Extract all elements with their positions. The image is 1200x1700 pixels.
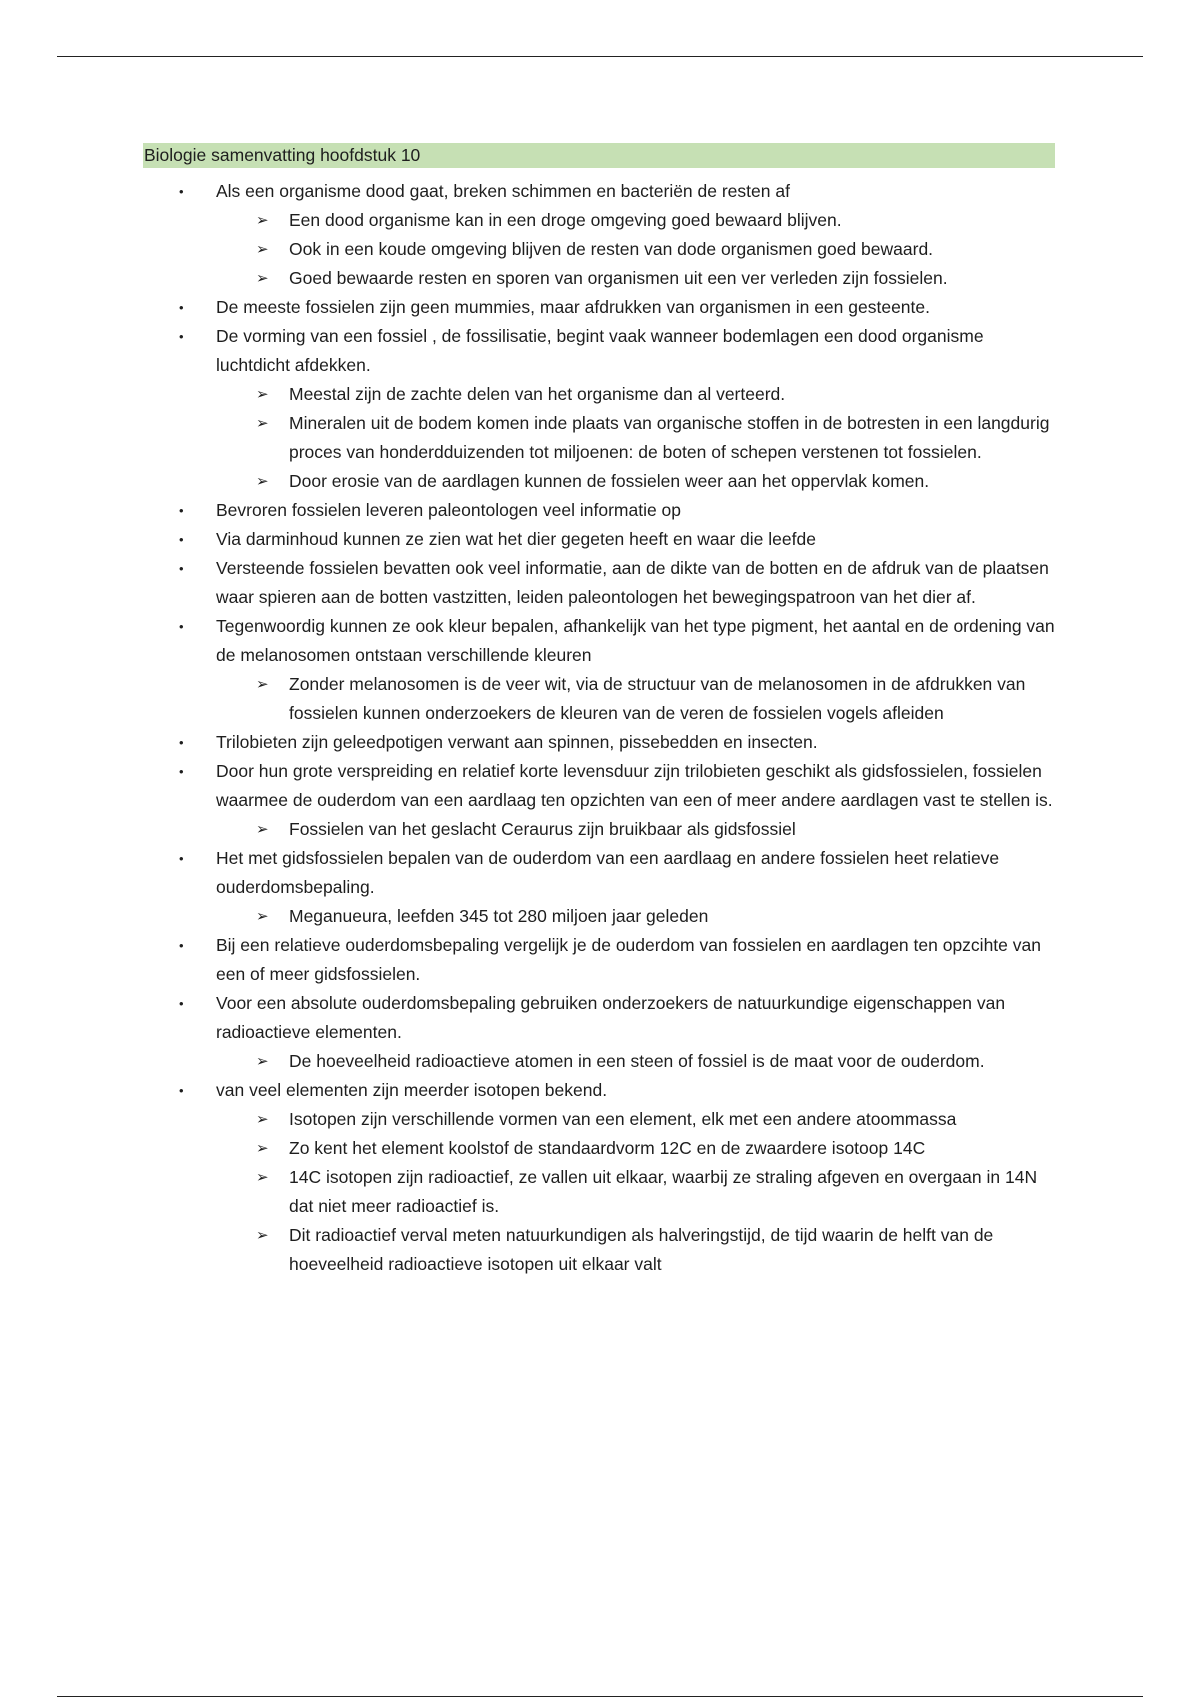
list-item-text: Versteende fossielen bevatten ook veel informatie, aan de dikte van de botten en de afdruk van de plaatsen waar spieren aan de botten vastzitten, leiden paleontologen het bewegingspatroon van het dier af. [216,558,1049,607]
list-item-text: Bij een relatieve ouderdomsbepaling vergelijk je de ouderdom van fossielen en aardlagen ten opzcihte van een of meer gidsfossielen. [216,935,1041,984]
sub-list-item [216,670,1055,728]
list-item [143,989,1055,1076]
sub-list [216,1047,1055,1076]
list-item [143,293,1055,322]
bullet-icon: • [179,938,184,953]
sub-list [216,815,1055,844]
arrow-bullet-icon: ➢ [256,212,269,229]
bullet-icon: • [179,851,184,866]
sub-list-item-text: 14C isotopen zijn radioactief, ze vallen uit elkaar, waarbij ze straling afgeven en overgaan in 14N dat niet meer radioactief is. [289,1167,1038,1216]
sub-list-item-text: Goed bewaarde resten en sporen van organismen uit een ver verleden zijn fossielen. [289,268,948,288]
bullet-icon: • [179,532,184,547]
sub-list-item [216,902,1055,931]
list-item-text: Bevroren fossielen leveren paleontologen veel informatie op [216,500,682,520]
list-item [143,931,1055,989]
sub-list-item-text: Mineralen uit de bodem komen inde plaats van organische stoffen in de botresten in een langdurig proces van honderdduizenden tot miljoenen: de boten of schepen verstenen tot fossielen. [289,413,1050,462]
list-item-text: Trilobieten zijn geleedpotigen verwant aan spinnen, pissebedden en insecten. [216,732,818,752]
arrow-bullet-icon: ➢ [256,1169,269,1186]
list-item [143,177,1055,293]
list-item [143,322,1055,496]
arrow-bullet-icon: ➢ [256,908,269,925]
arrow-bullet-icon: ➢ [256,1053,269,1070]
sub-list-item-text: Een dood organisme kan in een droge omgeving goed bewaard blijven. [289,210,842,230]
sub-list-item [216,1105,1055,1134]
bullet-icon: • [179,184,184,199]
arrow-bullet-icon: ➢ [256,241,269,258]
arrow-bullet-icon: ➢ [256,676,269,693]
sub-list-item-text: Meestal zijn de zachte delen van het organisme dan al verteerd. [289,384,786,404]
arrow-bullet-icon: ➢ [256,473,269,490]
sub-list-item-text: Dit radioactief verval meten natuurkundigen als halveringstijd, de tijd waarin de helft van de hoeveelheid radioactieve isotopen uit elkaar valt [289,1225,994,1274]
arrow-bullet-icon: ➢ [256,1140,269,1157]
list-item [143,525,1055,554]
sub-list-item-text: De hoeveelheid radioactieve atomen in een steen of fossiel is de maat voor de ouderdom. [289,1051,985,1071]
list-item [143,844,1055,931]
sub-list-item-text: Fossielen van het geslacht Ceraurus zijn bruikbaar als gidsfossiel [289,819,796,839]
arrow-bullet-icon: ➢ [256,1227,269,1244]
list-item-text: De vorming van een fossiel , de fossilisatie, begint vaak wanneer bodemlagen een dood organisme luchtdicht afdekken. [216,326,984,375]
sub-list-item-text: Isotopen zijn verschillende vormen van een element, elk met een andere atoommassa [289,1109,957,1129]
sub-list-item [216,380,1055,409]
bullet-list [143,177,1055,1279]
list-item-text: Tegenwoordig kunnen ze ook kleur bepalen, afhankelijk van het type pigment, het aantal en de ordening van de melanosomen ontstaan verschillende kleuren [216,616,1055,665]
bullet-icon: • [179,1083,184,1098]
sub-list-item-text: Meganueura, leefden 345 tot 280 miljoen jaar geleden [289,906,709,926]
arrow-bullet-icon: ➢ [256,386,269,403]
arrow-bullet-icon: ➢ [256,821,269,838]
document-body [143,143,1055,1279]
list-item-text: De meeste fossielen zijn geen mummies, maar afdrukken van organismen in een gesteente. [216,297,930,317]
sub-list-item [216,1134,1055,1163]
list-item-text: Door hun grote verspreiding en relatief korte levensduur zijn trilobieten geschikt als gidsfossielen, fossielen waarmee de ouderdom van een aardlaag ten opzichten van een of meer andere aardlagen vast te stellen is. [216,761,1053,810]
bullet-icon: • [179,561,184,576]
bullet-icon: • [179,764,184,779]
list-item [143,757,1055,844]
sub-list-item [216,815,1055,844]
list-item [143,728,1055,757]
list-item-text: Via darminhoud kunnen ze zien wat het dier gegeten heeft en waar die leefde [216,529,816,549]
sub-list-item [216,264,1055,293]
sub-list-item [216,409,1055,467]
bullet-icon: • [179,300,184,315]
bullet-icon: • [179,735,184,750]
list-item-text: Het met gidsfossielen bepalen van de ouderdom van een aardlaag en andere fossielen heet relatieve ouderdomsbepaling. [216,848,1000,897]
sub-list [216,380,1055,496]
list-item-text: Voor een absolute ouderdomsbepaling gebruiken onderzoekers de natuurkundige eigenschappen van radioactieve elementen. [216,993,1006,1042]
list-item-text: van veel elementen zijn meerder isotopen bekend. [216,1080,608,1100]
arrow-bullet-icon: ➢ [256,415,269,432]
sub-list-item-text: Zonder melanosomen is de veer wit, via de structuur van de melanosomen in de afdrukken van fossielen kunnen onderzoekers de kleuren van de veren de fossielen vogels afleiden [289,674,1026,723]
sub-list-item [216,1047,1055,1076]
bullet-icon: • [179,329,184,344]
sub-list [216,902,1055,931]
list-item [143,496,1055,525]
sub-list [216,1105,1055,1279]
sub-list-item-text: Zo kent het element koolstof de standaardvorm 12C en de zwaardere isotoop 14C [289,1138,926,1158]
bullet-icon: • [179,996,184,1011]
page-bottom-rule [57,1696,1143,1697]
sub-list-item [216,1221,1055,1279]
sub-list [216,670,1055,728]
arrow-bullet-icon: ➢ [256,1111,269,1128]
page-top-rule [57,56,1143,57]
arrow-bullet-icon: ➢ [256,270,269,287]
list-item [143,612,1055,728]
bullet-icon: • [179,619,184,634]
sub-list [216,206,1055,293]
sub-list-item-text: Door erosie van de aardlagen kunnen de fossielen weer aan het oppervlak komen. [289,471,930,491]
sub-list-item-text: Ook in een koude omgeving blijven de resten van dode organismen goed bewaard. [289,239,934,259]
sub-list-item [216,206,1055,235]
sub-list-item [216,467,1055,496]
sub-list-item [216,1163,1055,1221]
sub-list-item [216,235,1055,264]
list-item [143,554,1055,612]
document-title: Biologie samenvatting hoofdstuk 10 [143,143,1055,168]
bullet-icon: • [179,503,184,518]
list-item-text: Als een organisme dood gaat, breken schimmen en bacteriën de resten af [216,181,790,201]
list-item [143,1076,1055,1279]
